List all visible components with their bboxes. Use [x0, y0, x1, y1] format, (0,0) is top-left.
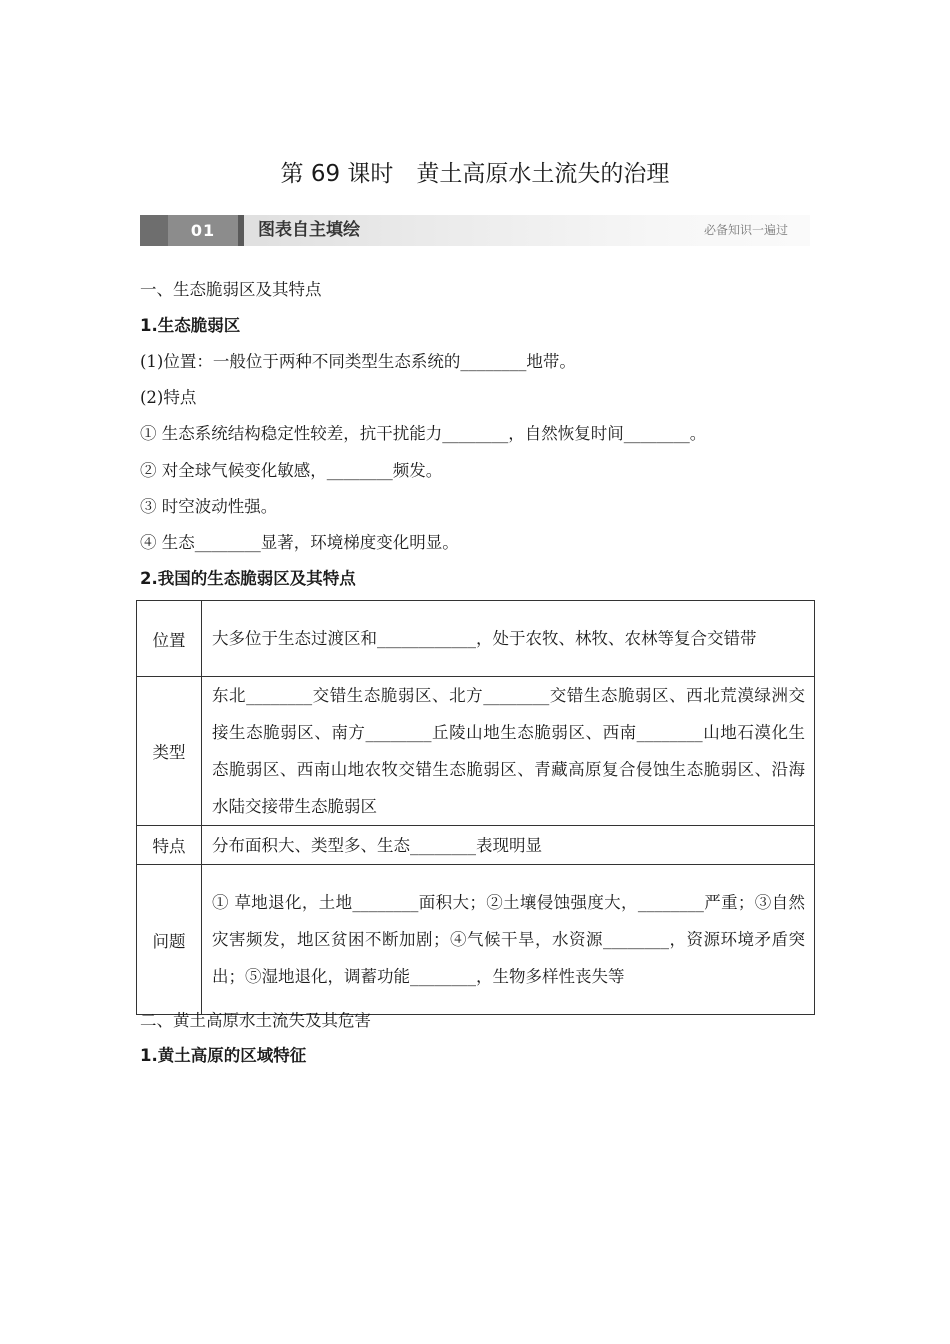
row-text: 分布面积大、类型多、生态________表现明显 [202, 826, 815, 865]
item-features: (2)特点 [140, 388, 197, 407]
row-text: ① 草地退化，土地________面积大；②土壤侵蚀强度大，________严重；③自然灾害频发，地区贫困不断加剧；④气候干旱，水资源________，资源环境矛盾突出；⑤湿地退化，调蓄功能________，生物多样性丧失等 [202, 865, 815, 1015]
row-label: 类型 [137, 677, 202, 826]
section-title: 图表自主填绘 [258, 220, 360, 240]
feature-point-1: ① 生态系统结构稳定性较差，抗干扰能力________，自然恢复时间________。 [140, 424, 707, 443]
feature-point-3: ③ 时空波动性强。 [140, 497, 278, 516]
row-label: 位置 [137, 601, 202, 677]
item-location: (1)位置：一般位于两种不同类型生态系统的________地带。 [140, 352, 576, 371]
section-band [140, 215, 810, 246]
table-row [137, 826, 815, 865]
subheading-fragile-zone: 1.生态脆弱区 [140, 316, 241, 335]
section-number: 01 [168, 215, 238, 246]
table-row [137, 601, 815, 677]
row-label: 特点 [137, 826, 202, 865]
band-accent [140, 215, 168, 246]
feature-point-4: ④ 生态________显著，环境梯度变化明显。 [140, 533, 459, 552]
row-text: 东北________交错生态脆弱区、北方________交错生态脆弱区、西北荒漠绿洲交接生态脆弱区、南方________丘陵山地生态脆弱区、西南________山地石漠化生态脆弱区、西南山地农牧交错生态脆弱区、青藏高原复合侵蚀生态脆弱区、沿海水陆交接带生态脆弱区 [202, 677, 815, 826]
feature-point-2: ② 对全球气候变化敏感，________频发。 [140, 461, 443, 480]
fragile-zone-table [136, 600, 815, 1015]
subheading-loess-features: 1.黄土高原的区域特征 [140, 1046, 307, 1065]
heading-ecology-fragile: 一、生态脆弱区及其特点 [140, 280, 322, 299]
table-row [137, 865, 815, 1015]
subheading-china-zones: 2.我国的生态脆弱区及其特点 [140, 569, 356, 588]
row-text: 大多位于生态过渡区和____________，处于农牧、林牧、农林等复合交错带 [202, 601, 815, 677]
section-subtitle: 必备知识一遍过 [703, 223, 788, 237]
heading-loess-erosion: 二、黄土高原水土流失及其危害 [140, 1011, 371, 1030]
row-label: 问题 [137, 865, 202, 1015]
table-row [137, 677, 815, 826]
page-title: 第 69 课时 黄土高原水土流失的治理 [280, 161, 670, 187]
